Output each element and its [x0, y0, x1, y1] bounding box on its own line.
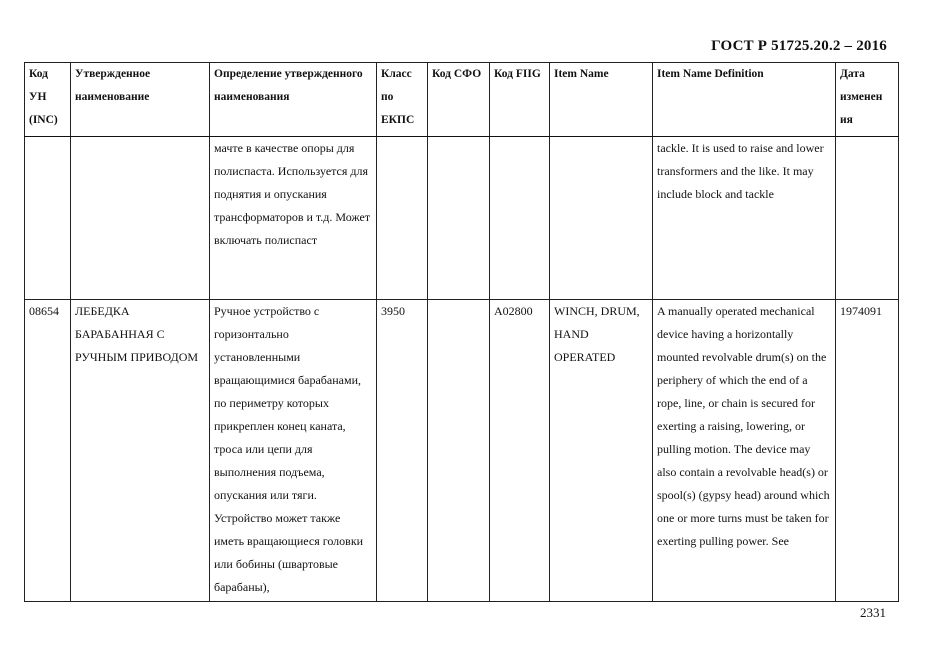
table-header-row [25, 63, 899, 137]
cell-definition-ru: мачте в качестве опоры для полиспаста. Используется для поднятия и опускания трансформаторов и т.д. Может включать полиспаст [210, 137, 377, 300]
column-header-change-date: Дата изменен ия [836, 63, 899, 137]
cell-inc [25, 137, 71, 300]
column-header-definition-ru: Определение утвержденного наименования [210, 63, 377, 137]
column-header-fiig-code: Код FIIG [490, 63, 550, 137]
cell-fiig-code: A02800 [490, 300, 550, 602]
column-header-item-name-definition: Item Name Definition [653, 63, 836, 137]
cell-definition-ru: Ручное устройство с горизонтально установленными вращающимися барабанами, по периметру которых прикреплен конец каната, троса или цепи для выполнения подъема, опускания или тяги. Устройство может также иметь вращающиеся головки или бобины (швартовые барабаны), [210, 300, 377, 602]
cell-item-name-definition: tackle. It is used to raise and lower transformers and the like. It may include block and tackle [653, 137, 836, 300]
cell-sfo-code [428, 137, 490, 300]
cell-fiig-code [490, 137, 550, 300]
column-header-sfo-code: Код СФО [428, 63, 490, 137]
column-header-item-name: Item Name [550, 63, 653, 137]
table-row [25, 300, 899, 602]
column-header-approved-name: Утвержденное наименование [71, 63, 210, 137]
cell-fsc-class [377, 137, 428, 300]
cell-change-date [836, 137, 899, 300]
column-header-fsc-class: Класс по ЕКПС [377, 63, 428, 137]
document-standard-code: ГОСТ Р 51725.20.2 – 2016 [711, 38, 887, 54]
catalog-table [24, 62, 899, 602]
table-row [25, 137, 899, 300]
cell-sfo-code [428, 300, 490, 602]
cell-inc: 08654 [25, 300, 71, 602]
cell-item-name: WINCH, DRUM, HAND OPERATED [550, 300, 653, 602]
cell-approved-name [71, 137, 210, 300]
cell-change-date: 1974091 [836, 300, 899, 602]
cell-fsc-class: 3950 [377, 300, 428, 602]
column-header-inc: Код УН (INC) [25, 63, 71, 137]
cell-item-name-definition: A manually operated mechanical device having a horizontally mounted revolvable drum(s) on the periphery of which the end of a rope, line, or chain is secured for exerting a raising, lowering, or pulling motion. The device may also contain a revolvable head(s) or spool(s) (gypsy head) around which one or more turns must be taken for exerting pulling power. See [653, 300, 836, 602]
page-number: 2331 [860, 605, 886, 620]
cell-approved-name: ЛЕБЕДКА БАРАБАННАЯ С РУЧНЫМ ПРИВОДОМ [71, 300, 210, 602]
cell-item-name [550, 137, 653, 300]
